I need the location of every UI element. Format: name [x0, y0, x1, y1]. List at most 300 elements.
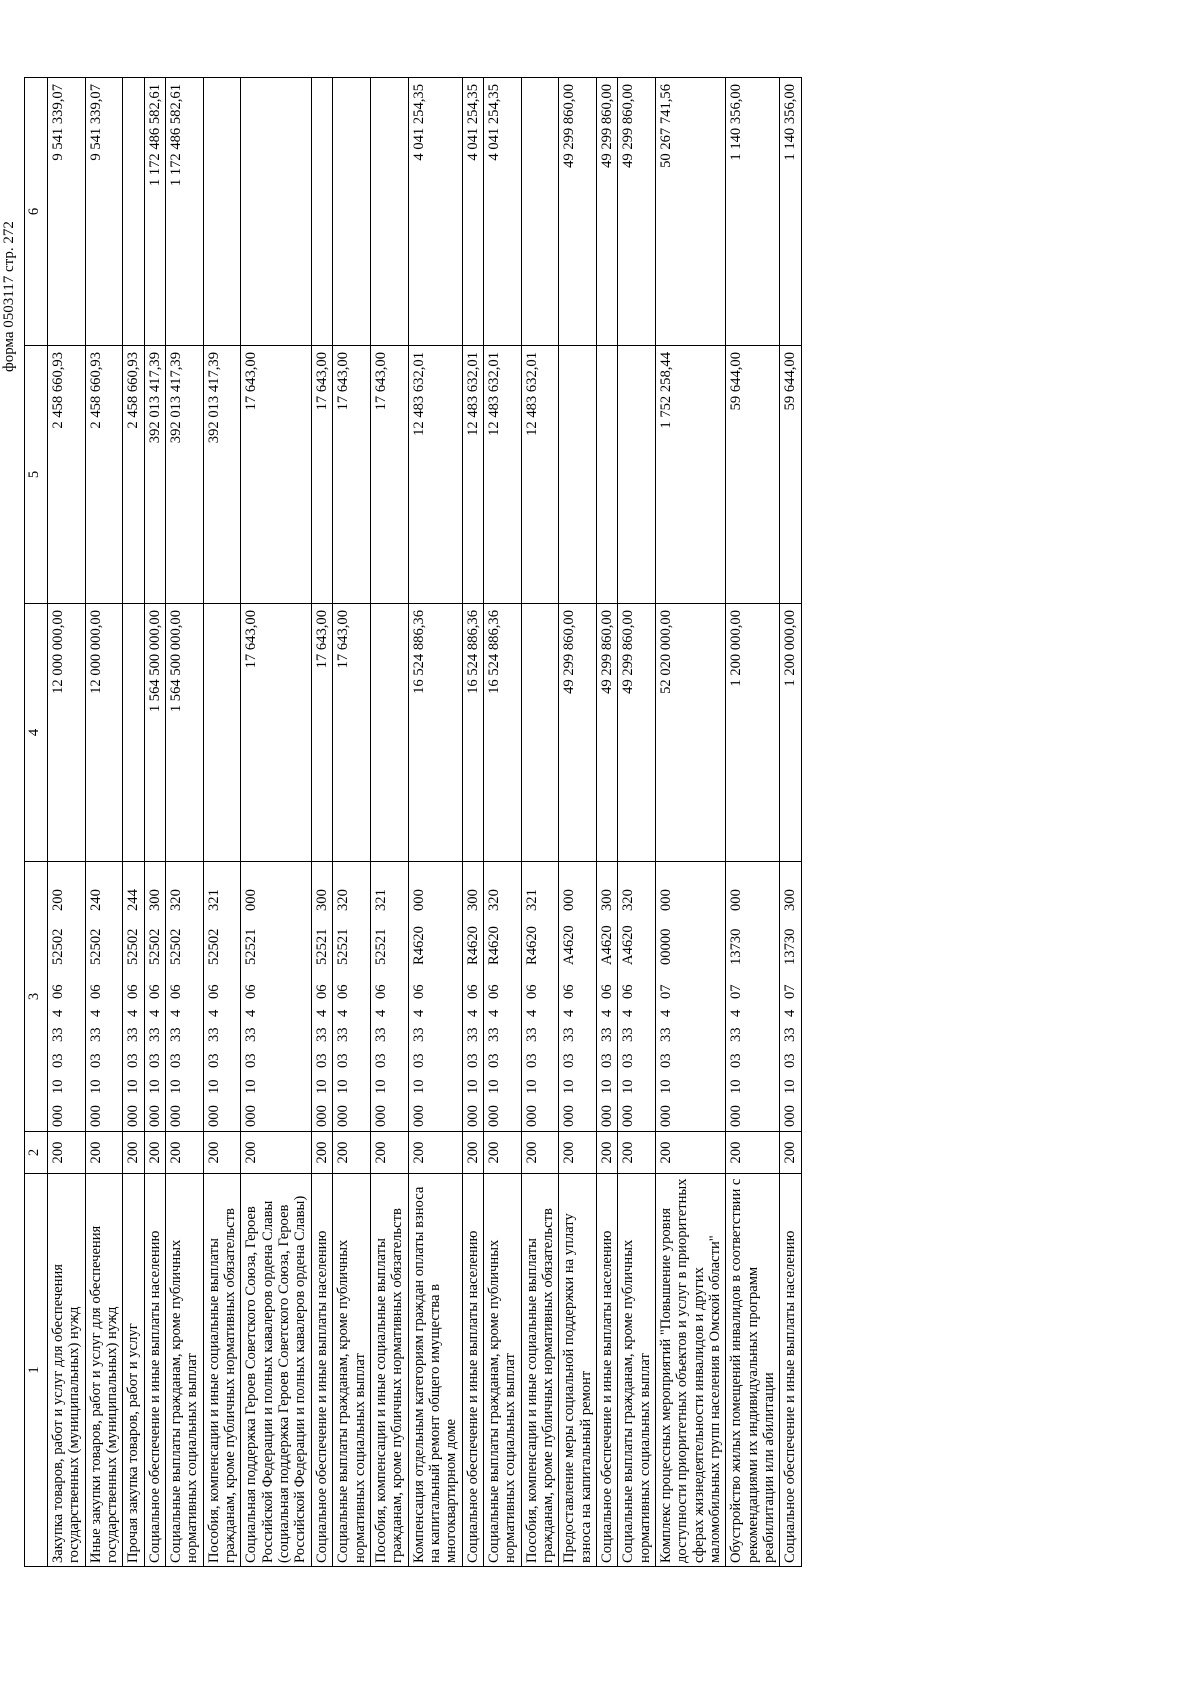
code-segment: 000	[313, 1105, 330, 1127]
row-name-cell: Социальные выплаты гражданам, кроме публичных нормативных социальных выплат	[618, 1174, 656, 1567]
line-code-cell: 200	[203, 1132, 241, 1174]
budget-classification-code-cell	[408, 862, 462, 1132]
executed-amount-cell: 59 644,00	[780, 346, 801, 604]
code-segment: 300	[313, 889, 330, 911]
code-segments	[168, 866, 184, 1127]
executed-amount-cell: 12 483 632,01	[521, 346, 559, 604]
code-segment: 10	[620, 1079, 637, 1094]
line-code-cell: 200	[656, 1132, 726, 1174]
executed-amount-cell	[559, 346, 597, 604]
code-segment: A4620	[561, 925, 578, 965]
code-segment: 10	[125, 1079, 142, 1094]
code-segment: 33	[410, 1027, 427, 1042]
unexecuted-amount-cell: 49 299 860,00	[618, 78, 656, 346]
approved-amount-cell	[123, 604, 144, 862]
unexecuted-amount-cell	[241, 78, 311, 346]
line-code-cell: 200	[462, 1132, 483, 1174]
code-segment: 4	[598, 1009, 615, 1017]
code-segment: 4	[410, 1009, 427, 1017]
code-segments	[658, 866, 674, 1127]
code-segment: 33	[561, 1027, 578, 1042]
code-segment: 52521	[335, 928, 352, 965]
unexecuted-amount-cell: 1 140 356,00	[780, 78, 801, 346]
code-segment: 10	[243, 1079, 260, 1094]
column-header: 2	[25, 1132, 48, 1174]
approved-amount-cell	[203, 604, 241, 862]
budget-classification-code-cell	[618, 862, 656, 1132]
executed-amount-cell: 2 458 660,93	[123, 346, 144, 604]
table-row	[85, 78, 123, 1567]
code-segment: 52502	[125, 928, 142, 965]
unexecuted-amount-cell: 4 041 254,35	[408, 78, 462, 346]
budget-classification-code-cell	[521, 862, 559, 1132]
code-segment: 000	[205, 1105, 222, 1127]
code-segment: 10	[410, 1079, 427, 1094]
code-segment: 10	[782, 1079, 799, 1094]
code-segment: 13730	[782, 928, 799, 965]
budget-classification-code-cell	[241, 862, 311, 1132]
code-segment: 4	[523, 1009, 540, 1017]
executed-amount-cell: 392 013 417,39	[166, 346, 204, 604]
row-name-cell: Социальные выплаты гражданам, кроме публичных нормативных социальных выплат	[166, 1174, 204, 1567]
approved-amount-cell	[521, 604, 559, 862]
code-segment: 10	[372, 1079, 389, 1094]
code-segment: 06	[485, 984, 502, 999]
row-name-cell: Прочая закупка товаров, работ и услуг	[123, 1174, 144, 1567]
code-segment: 000	[372, 1105, 389, 1127]
code-segment: 10	[50, 1079, 66, 1094]
row-name-cell: Пособия, компенсации и иные социальные выплаты гражданам, кроме публичных нормативных обязательств	[370, 1174, 408, 1567]
code-segment: 52521	[243, 928, 260, 965]
code-segment: 4	[125, 1009, 142, 1017]
row-name-cell: Социальное обеспечение и иные выплаты населению	[780, 1174, 801, 1567]
code-segment: 300	[598, 889, 615, 911]
code-segments	[206, 866, 222, 1127]
code-segment: 03	[658, 1053, 674, 1068]
code-segments	[125, 866, 141, 1127]
code-segments	[88, 866, 104, 1127]
code-segment: 320	[335, 889, 352, 911]
table-row	[333, 78, 371, 1567]
code-segment: 06	[243, 984, 260, 999]
code-segments	[524, 866, 540, 1127]
unexecuted-amount-cell: 9 541 339,07	[85, 78, 123, 346]
code-segment: 06	[125, 984, 142, 999]
executed-amount-cell: 17 643,00	[370, 346, 408, 604]
executed-amount-cell: 1 752 258,44	[656, 346, 726, 604]
code-segments	[782, 866, 798, 1127]
table-row	[559, 78, 597, 1567]
approved-amount-cell: 17 643,00	[311, 604, 332, 862]
code-segment: 03	[620, 1053, 637, 1068]
table-row	[123, 78, 144, 1567]
code-segment: 000	[658, 1105, 674, 1127]
budget-classification-code-cell	[462, 862, 483, 1132]
code-segment: R4620	[485, 926, 502, 965]
code-segment: 06	[205, 984, 222, 999]
code-segment: 10	[658, 1079, 674, 1094]
approved-amount-cell: 16 524 886,36	[483, 604, 521, 862]
line-code-cell: 200	[370, 1132, 408, 1174]
line-code-cell: 200	[596, 1132, 617, 1174]
line-code-cell: 200	[123, 1132, 144, 1174]
table-row	[483, 78, 521, 1567]
executed-amount-cell: 2 458 660,93	[85, 346, 123, 604]
row-name-cell: Социальное обеспечение и иные выплаты населению	[596, 1174, 617, 1567]
code-segment: 03	[485, 1053, 502, 1068]
code-segment: 03	[87, 1053, 104, 1068]
table-row	[203, 78, 241, 1567]
table-row	[48, 78, 86, 1567]
budget-classification-code-cell	[144, 862, 165, 1132]
code-segment: 10	[598, 1079, 615, 1094]
approved-amount-cell: 49 299 860,00	[559, 604, 597, 862]
budget-classification-code-cell	[203, 862, 241, 1132]
code-segment: 06	[410, 984, 427, 999]
code-segment: 4	[146, 1009, 163, 1017]
row-name-cell: Социальные выплаты гражданам, кроме публичных нормативных социальных выплат	[333, 1174, 371, 1567]
code-segment: R4620	[464, 926, 481, 965]
approved-amount-cell: 1 200 000,00	[726, 604, 780, 862]
code-segment: 10	[313, 1079, 330, 1094]
code-segment: 06	[523, 984, 540, 999]
code-segments	[373, 866, 389, 1127]
code-segment: 000	[243, 1105, 260, 1127]
row-name-cell: Социальное обеспечение и иные выплаты населению	[311, 1174, 332, 1567]
code-segment: 321	[205, 889, 222, 911]
code-segment: 10	[464, 1079, 481, 1094]
column-header: 4	[25, 604, 48, 862]
approved-amount-cell: 1 564 500 000,00	[144, 604, 165, 862]
column-header: 3	[25, 862, 48, 1132]
code-segment: 33	[658, 1027, 674, 1042]
executed-amount-cell: 392 013 417,39	[203, 346, 241, 604]
code-segment: 320	[485, 889, 502, 911]
table-row	[241, 78, 311, 1567]
budget-classification-code-cell	[370, 862, 408, 1132]
code-segment: 000	[782, 1105, 799, 1127]
code-segment: 03	[372, 1053, 389, 1068]
unexecuted-amount-cell: 50 267 741,56	[656, 78, 726, 346]
executed-amount-cell	[596, 346, 617, 604]
code-segment: 000	[410, 889, 427, 911]
unexecuted-amount-cell: 4 041 254,35	[483, 78, 521, 346]
code-segment: 03	[313, 1053, 330, 1068]
code-segment: 300	[464, 889, 481, 911]
code-segment: 4	[620, 1009, 637, 1017]
code-segment: 52502	[50, 928, 66, 965]
code-segment: 33	[50, 1027, 66, 1042]
line-code-cell: 200	[311, 1132, 332, 1174]
table-row	[462, 78, 483, 1567]
code-segments	[50, 866, 66, 1127]
row-name-cell: Обустройство жилых помещений инвалидов в соответствии с рекомендациями их индивидуальных программ реабилитации или абилитации	[726, 1174, 780, 1567]
code-segment: 00000	[658, 928, 674, 965]
code-segment: 33	[146, 1027, 163, 1042]
budget-table-body	[25, 78, 802, 1567]
code-segments	[314, 866, 330, 1127]
line-code-cell: 200	[48, 1132, 86, 1174]
row-name-cell: Иные закупки товаров, работ и услуг для обеспечения государственных (муниципальных) нужд	[85, 1174, 123, 1567]
code-segment: R4620	[523, 926, 540, 965]
code-segment: 4	[464, 1009, 481, 1017]
code-segment: 33	[313, 1027, 330, 1042]
unexecuted-amount-cell: 49 299 860,00	[596, 78, 617, 346]
code-segment: 07	[658, 984, 674, 999]
budget-table	[24, 77, 802, 1567]
code-segment: 06	[313, 984, 330, 999]
approved-amount-cell: 16 524 886,36	[462, 604, 483, 862]
code-segment: 52502	[168, 928, 185, 965]
code-segment: 000	[125, 1105, 142, 1127]
budget-classification-code-cell	[656, 862, 726, 1132]
code-segment: 13730	[728, 928, 745, 965]
code-segment: 33	[485, 1027, 502, 1042]
code-segment: 300	[146, 889, 163, 911]
approved-amount-cell: 17 643,00	[241, 604, 311, 862]
budget-classification-code-cell	[780, 862, 801, 1132]
line-code-cell: 200	[726, 1132, 780, 1174]
unexecuted-amount-cell: 1 140 356,00	[726, 78, 780, 346]
code-segment: 03	[335, 1053, 352, 1068]
unexecuted-amount-cell	[521, 78, 559, 346]
code-segment: 4	[313, 1009, 330, 1017]
code-segment: 33	[243, 1027, 260, 1042]
table-row	[408, 78, 462, 1567]
code-segment: 320	[168, 889, 185, 911]
code-segment: 4	[658, 1009, 674, 1017]
code-segment: 321	[523, 889, 540, 911]
code-segments	[243, 866, 259, 1127]
code-segment: 4	[561, 1009, 578, 1017]
unexecuted-amount-cell	[370, 78, 408, 346]
line-code-cell: 200	[333, 1132, 371, 1174]
table-row	[166, 78, 204, 1567]
table-row	[618, 78, 656, 1567]
line-code-cell: 200	[241, 1132, 311, 1174]
executed-amount-cell: 12 483 632,01	[462, 346, 483, 604]
budget-classification-code-cell	[726, 862, 780, 1132]
code-segments	[599, 866, 615, 1127]
executed-amount-cell: 17 643,00	[333, 346, 371, 604]
row-name-cell: Закупка товаров, работ и услуг для обеспечения государственных (муниципальных) нужд	[48, 1174, 86, 1567]
code-segment: 03	[146, 1053, 163, 1068]
code-segment: 52502	[205, 928, 222, 965]
code-segment: 33	[205, 1027, 222, 1042]
code-segment: 52521	[372, 928, 389, 965]
code-segment: 33	[598, 1027, 615, 1042]
code-segment: A4620	[620, 925, 637, 965]
code-segment: 300	[782, 889, 799, 911]
budget-classification-code-cell	[85, 862, 123, 1132]
code-segment: 33	[168, 1027, 185, 1042]
line-code-cell: 200	[166, 1132, 204, 1174]
code-segment: 000	[168, 1105, 185, 1127]
code-segment: 320	[620, 889, 637, 911]
code-segment: 000	[243, 889, 260, 911]
code-segment: 10	[561, 1079, 578, 1094]
column-number-row	[25, 78, 48, 1567]
unexecuted-amount-cell	[203, 78, 241, 346]
code-segments	[561, 866, 577, 1127]
code-segment: 06	[335, 984, 352, 999]
code-segment: 10	[146, 1079, 163, 1094]
code-segment: 52502	[87, 928, 104, 965]
table-row	[144, 78, 165, 1567]
executed-amount-cell: 59 644,00	[726, 346, 780, 604]
code-segment: 33	[728, 1027, 745, 1042]
code-segment: 4	[168, 1009, 185, 1017]
approved-amount-cell: 1 564 500 000,00	[166, 604, 204, 862]
table-row	[370, 78, 408, 1567]
budget-classification-code-cell	[311, 862, 332, 1132]
approved-amount-cell: 49 299 860,00	[596, 604, 617, 862]
code-segments	[335, 866, 351, 1127]
approved-amount-cell: 1 200 000,00	[780, 604, 801, 862]
code-segment: 10	[87, 1079, 104, 1094]
executed-amount-cell: 12 483 632,01	[483, 346, 521, 604]
row-name-cell: Пособия, компенсации и иные социальные выплаты гражданам, кроме публичных нормативных обязательств	[521, 1174, 559, 1567]
code-segment: A4620	[598, 925, 615, 965]
form-label: форма 0503117 стр. 272	[1, 221, 17, 372]
code-segment: 06	[50, 984, 66, 999]
code-segment: 244	[125, 889, 142, 911]
row-name-cell: Социальная поддержка Героев Советского Союза, Героев Российской Федерации и полных кавалеров ордена Славы (социальная поддержка Героев Советского Союза, Героев Российской Федерации и полных кавалеров ордена Славы)	[241, 1174, 311, 1567]
approved-amount-cell: 16 524 886,36	[408, 604, 462, 862]
code-segment: 03	[168, 1053, 185, 1068]
row-name-cell: Социальное обеспечение и иные выплаты населению	[462, 1174, 483, 1567]
code-segment: R4620	[410, 926, 427, 965]
unexecuted-amount-cell: 4 041 254,35	[462, 78, 483, 346]
unexecuted-amount-cell: 49 299 860,00	[559, 78, 597, 346]
row-name-cell: Пособия, компенсации и иные социальные выплаты гражданам, кроме публичных нормативных обязательств	[203, 1174, 241, 1567]
line-code-cell: 200	[780, 1132, 801, 1174]
code-segment: 33	[87, 1027, 104, 1042]
unexecuted-amount-cell	[311, 78, 332, 346]
code-segment: 000	[728, 1105, 745, 1127]
unexecuted-amount-cell: 9 541 339,07	[48, 78, 86, 346]
code-segment: 03	[50, 1053, 66, 1068]
row-name-cell: Предоставление меры социальной поддержки на уплату взноса на капитальный ремонт	[559, 1174, 597, 1567]
code-segment: 03	[728, 1053, 745, 1068]
code-segment: 03	[598, 1053, 615, 1068]
code-segment: 4	[372, 1009, 389, 1017]
line-code-cell: 200	[618, 1132, 656, 1174]
code-segment: 06	[561, 984, 578, 999]
code-segment: 4	[485, 1009, 502, 1017]
row-name-cell: Социальное обеспечение и иные выплаты населению	[144, 1174, 165, 1567]
budget-classification-code-cell	[559, 862, 597, 1132]
code-segments	[486, 866, 502, 1127]
code-segment: 10	[728, 1079, 745, 1094]
code-segment: 10	[168, 1079, 185, 1094]
code-segment: 10	[523, 1079, 540, 1094]
approved-amount-cell: 49 299 860,00	[618, 604, 656, 862]
code-segment: 10	[485, 1079, 502, 1094]
budget-classification-code-cell	[333, 862, 371, 1132]
table-row	[780, 78, 801, 1567]
code-segment: 000	[335, 1105, 352, 1127]
code-segment: 33	[372, 1027, 389, 1042]
code-segment: 000	[410, 1105, 427, 1127]
line-code-cell: 200	[521, 1132, 559, 1174]
code-segment: 03	[464, 1053, 481, 1068]
line-code-cell: 200	[408, 1132, 462, 1174]
code-segment: 52521	[313, 928, 330, 965]
executed-amount-cell	[618, 346, 656, 604]
code-segment: 06	[168, 984, 185, 999]
row-name-cell: Комплекс процессных мероприятий "Повышение уровня доступности приоритетных объектов и услуг в приоритетных сферах жизнедеятельности инвалидов и других маломобильных групп населения в Омской области"	[656, 1174, 726, 1567]
code-segment: 33	[620, 1027, 637, 1042]
row-name-cell: Социальные выплаты гражданам, кроме публичных нормативных социальных выплат	[483, 1174, 521, 1567]
executed-amount-cell: 2 458 660,93	[48, 346, 86, 604]
unexecuted-amount-cell	[123, 78, 144, 346]
code-segment: 4	[782, 1009, 799, 1017]
code-segment: 06	[146, 984, 163, 999]
table-row	[311, 78, 332, 1567]
code-segment: 33	[782, 1027, 799, 1042]
code-segment: 03	[125, 1053, 142, 1068]
code-segment: 06	[620, 984, 637, 999]
approved-amount-cell: 17 643,00	[333, 604, 371, 862]
code-segment: 10	[335, 1079, 352, 1094]
unexecuted-amount-cell: 1 172 486 582,61	[166, 78, 204, 346]
code-segments	[411, 866, 427, 1127]
code-segment: 03	[561, 1053, 578, 1068]
code-segment: 200	[50, 889, 66, 911]
code-segment: 000	[87, 1105, 104, 1127]
code-segment: 06	[598, 984, 615, 999]
code-segment: 000	[620, 1105, 637, 1127]
table-row	[656, 78, 726, 1567]
column-header: 1	[25, 1174, 48, 1567]
line-code-cell: 200	[144, 1132, 165, 1174]
code-segment: 000	[561, 1105, 578, 1127]
code-segment: 4	[728, 1009, 745, 1017]
code-segment: 4	[87, 1009, 104, 1017]
line-code-cell: 200	[559, 1132, 597, 1174]
executed-amount-cell: 17 643,00	[311, 346, 332, 604]
code-segment: 52502	[146, 928, 163, 965]
code-segments	[147, 866, 163, 1127]
code-segment: 33	[464, 1027, 481, 1042]
unexecuted-amount-cell: 1 172 486 582,61	[144, 78, 165, 346]
budget-classification-code-cell	[166, 862, 204, 1132]
executed-amount-cell: 17 643,00	[241, 346, 311, 604]
code-segment: 33	[523, 1027, 540, 1042]
approved-amount-cell: 52 020 000,00	[656, 604, 726, 862]
code-segment: 33	[335, 1027, 352, 1042]
table-row	[521, 78, 559, 1567]
code-segments	[728, 866, 744, 1127]
executed-amount-cell: 12 483 632,01	[408, 346, 462, 604]
code-segment: 03	[410, 1053, 427, 1068]
code-segment: 000	[485, 1105, 502, 1127]
budget-classification-code-cell	[123, 862, 144, 1132]
executed-amount-cell: 392 013 417,39	[144, 346, 165, 604]
line-code-cell: 200	[483, 1132, 521, 1174]
code-segment: 000	[561, 889, 578, 911]
unexecuted-amount-cell	[333, 78, 371, 346]
code-segment: 06	[464, 984, 481, 999]
code-segment: 000	[658, 889, 674, 911]
table-row	[596, 78, 617, 1567]
approved-amount-cell	[370, 604, 408, 862]
approved-amount-cell: 12 000 000,00	[48, 604, 86, 862]
code-segment: 4	[50, 1009, 66, 1017]
code-segment: 000	[464, 1105, 481, 1127]
approved-amount-cell: 12 000 000,00	[85, 604, 123, 862]
